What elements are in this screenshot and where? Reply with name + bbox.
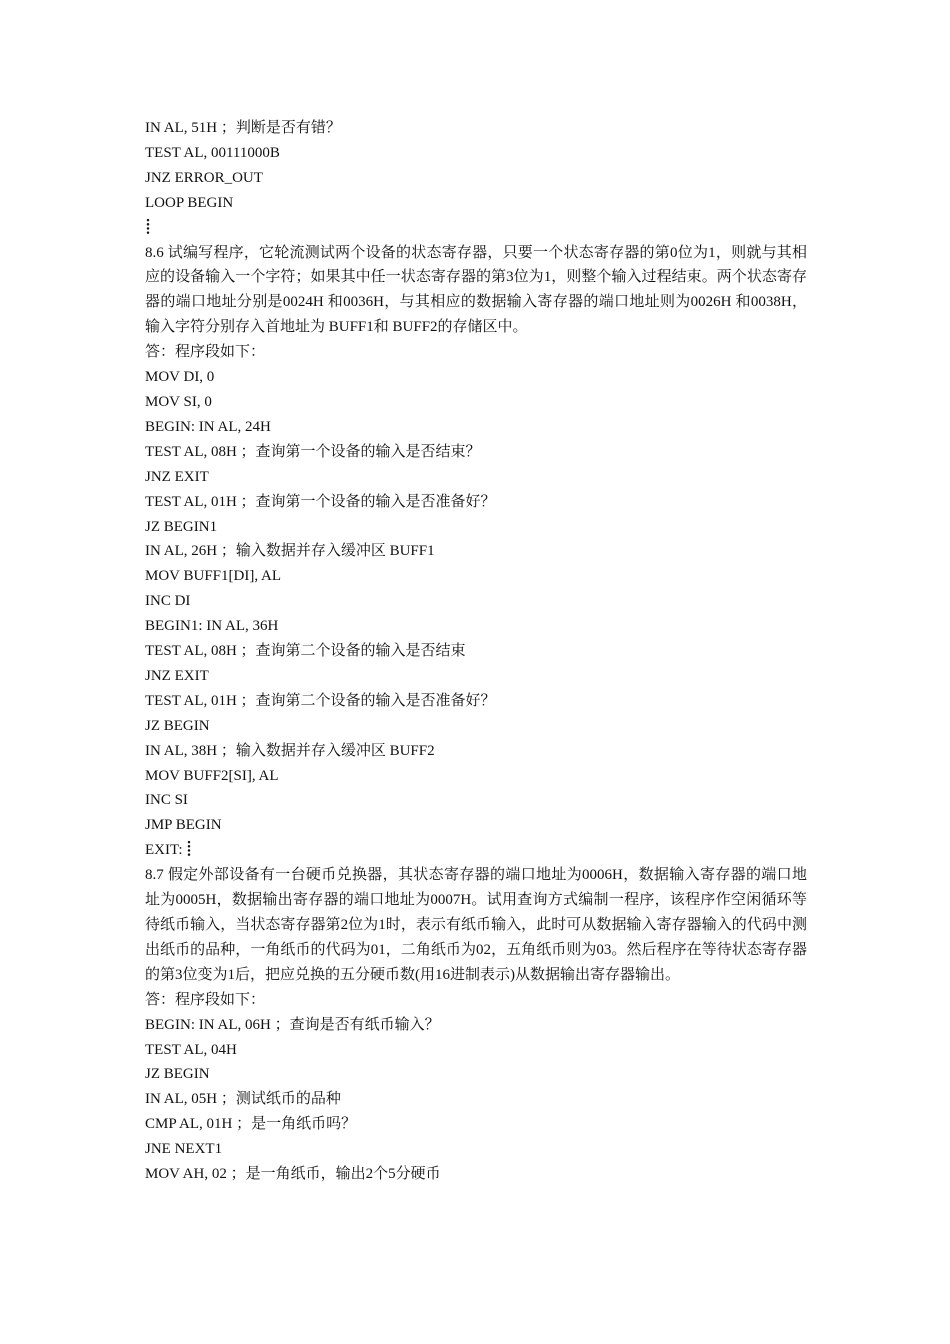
code-line: TEST AL, 08H ；查询第一个设备的输入是否结束？ <box>145 443 481 460</box>
answer-label: 答：程序段如下： <box>145 344 266 361</box>
exit-line <box>145 838 807 863</box>
code-line: IN AL, 51H ；判断是否有错？ <box>145 120 341 136</box>
code-line: MOV BUFF2[SI], AL <box>145 767 279 784</box>
code-line: INC DI <box>145 593 191 610</box>
code-line: TEST AL, 01H ；查询第一个设备的输入是否准备好？ <box>145 493 496 510</box>
code-line: LOOP BEGIN <box>145 194 234 211</box>
code-line: MOV DI, 0 <box>145 369 215 386</box>
vertical-ellipsis-icon <box>186 840 192 857</box>
code-line: JNZ ERROR_OUT <box>145 169 263 186</box>
vertical-ellipsis-icon <box>145 218 151 235</box>
code-line: INC SI <box>145 792 188 809</box>
code-line: BEGIN: IN AL, 06H ；查询是否有纸币输入？ <box>145 1016 440 1033</box>
code-line: BEGIN: IN AL, 24H <box>145 418 271 435</box>
code-line: IN AL, 26H ；输入数据并存入缓冲区 BUFF1 <box>145 543 435 560</box>
question-text: 8.7 假定外部设备有一台硬币兑换器，其状态寄存器的端口地址为0006H，数据输入寄存器的端口地址为0005H，数据输出寄存器的端口地址为0007H。试用查询方式编制一程序，该程序作空闲循环等待纸币输入，当状态寄存器第2位为1时，表示有纸币输入，此时可从数据输入寄存器输入的代码中测出纸币的品种，一角纸币的代码为01，二角纸币为02，五角纸币则为03。然后程序在等待状态寄存器的第3位变为1后，把应兑换的五分硬币数(用16进制表示)从数据输出寄存器输出。 <box>145 867 807 983</box>
question-text: 8.6 试编写程序，它轮流测试两个设备的状态寄存器，只要一个状态寄存器的第0位为1，则就与其相应的设备输入一个字符；如果其中任一状态寄存器的第3位为1，则整个输入过程结束。两个状态寄存器的端口地址分别是0024H 和0036H，与其相应的数据输入寄存器的端口地址则为0026H 和0038H，输入字符分别存入首地址为 BUFF1和 BUFF2的存储区中。 <box>145 244 807 336</box>
code-line: JZ BEGIN1 <box>145 518 218 535</box>
code-line: TEST AL, 00111000B <box>145 144 280 161</box>
code-line: IN AL, 38H ；输入数据并存入缓冲区 BUFF2 <box>145 742 435 759</box>
code-line: IN AL, 05H ；测试纸币的品种 <box>145 1091 341 1108</box>
code-line: JNZ EXIT <box>145 667 209 684</box>
code-line: JZ BEGIN <box>145 717 210 734</box>
document-page <box>145 116 807 1187</box>
code-line: JMP BEGIN <box>145 817 222 834</box>
answer-label: 答：程序段如下： <box>145 991 266 1008</box>
code-line: CMP AL, 01H ；是一角纸币吗？ <box>145 1116 357 1133</box>
code-line: MOV SI, 0 <box>145 393 212 410</box>
code-line: TEST AL, 04H <box>145 1041 237 1058</box>
ellipsis-line <box>145 216 807 241</box>
code-line: TEST AL, 01H ；查询第二个设备的输入是否准备好？ <box>145 692 496 709</box>
code-line: JNZ EXIT <box>145 468 209 485</box>
code-line: TEST AL, 08H ；查询第二个设备的输入是否结束 <box>145 643 466 660</box>
code-line: JZ BEGIN <box>145 1066 210 1083</box>
question-8-7 <box>145 863 807 1187</box>
code-line: BEGIN1: IN AL, 36H <box>145 618 279 635</box>
code-line: MOV BUFF1[DI], AL <box>145 568 281 585</box>
code-line: MOV AH, 02 ；是一角纸币，输出2个5分硬币 <box>145 1166 441 1183</box>
code-line: JNE NEXT1 <box>145 1141 223 1158</box>
exit-label: EXIT: <box>145 842 183 859</box>
code-block-top <box>145 116 807 241</box>
question-8-6 <box>145 241 807 864</box>
